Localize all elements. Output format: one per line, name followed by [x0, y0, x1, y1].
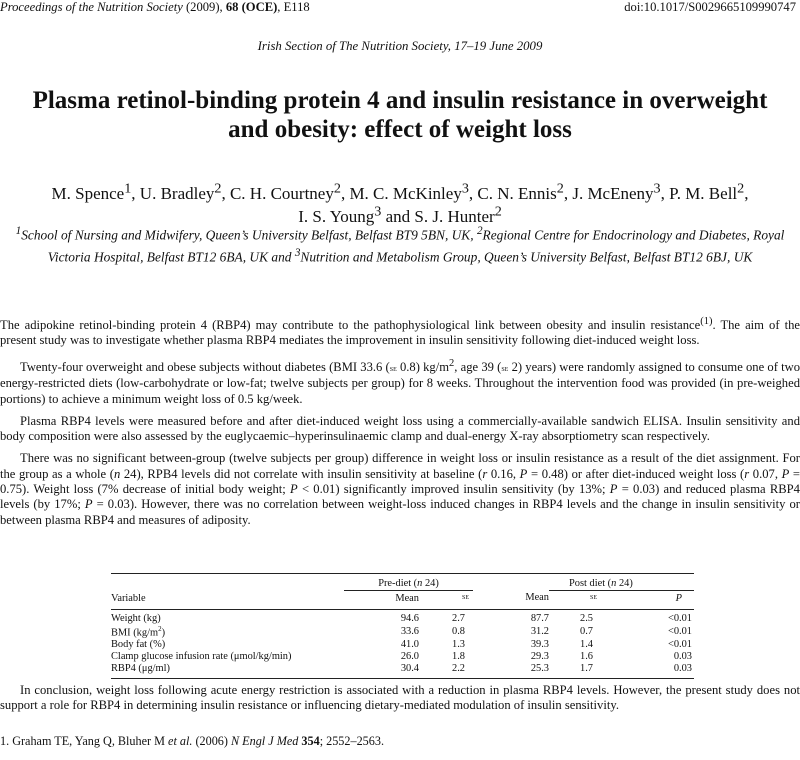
table-row: RBP4 (μg/ml) 30.4 2.2 25.3 1.7 0.03 [111, 663, 694, 679]
author: U. Bradley$^2$, [139, 180, 230, 203]
author: M. Spence$^1$, [51, 180, 140, 203]
col-pre-mean: Mean [395, 592, 419, 604]
paragraph-1: The adipokine retinol-binding protein 4 (RBP4) may contribute to the pathophysiological link between obesity and insulin resistance$^{(1)}$. The aim of the present study was to investigate whether plasma RBP4 mediates the improvement in insulin sensitivity following diet-induced weight loss. [0, 316, 800, 348]
doi: doi:10.1017/S0029665109990747 [624, 0, 796, 14]
author-list [0, 179, 800, 226]
journal-page: , E118 [277, 0, 310, 14]
author: S. J. Hunter$^2$ [414, 203, 502, 227]
pre-diet-header: Pre-diet (n 24) [344, 574, 473, 591]
conclusion [0, 683, 800, 714]
journal-citation [0, 0, 310, 15]
table-row: Clamp glucose infusion rate (μmol/kg/min) 26.0 1.8 29.3 1.6 0.03 [111, 650, 692, 662]
citation-1: (1) [700, 316, 713, 327]
affiliation-1: School of Nursing and Midwifery, Queen’s University Belfast, Belfast BT9 5BN, UK, [21, 227, 477, 243]
conclusion-paragraph: In conclusion, weight loss following acute energy restriction is associated with a reduction in plasma RBP4 levels. However, the present study does not support a role for RBP4 in determining insulin resistance or influencing dietary-mediated modulation of insulin sensitivity. [0, 683, 800, 713]
journal-volume: 68 [225, 0, 239, 14]
meeting-line: Irish Section of The Nutrition Society, 17–19 June 2009 [257, 39, 543, 53]
author: C. N. Ennis$^2$, [477, 180, 573, 203]
table-row: Body fat (%) 41.0 1.3 39.3 1.4 <0.01 [111, 639, 692, 651]
affiliations: $^1$School of Nursing and Midwifery, Queen’s University Belfast, Belfast BT9 5BN, UK, $^2$Regional Centre for Endocrinology and Diabetes, Royal Victoria Hospital, Belfast BT12 6BA, UK and $^3$Nutrition and Metabolism Group, Queen’s University Belfast, Belfast BT12 6BJ, UK [15, 225, 785, 265]
author: C. H. Courtney$^2$, [229, 180, 350, 203]
paragraph-3: Plasma RBP4 levels were measured before and after diet-induced weight loss using a commercially-available sandwich ELISA. Insulin sensitivity and body composition were also assessed by the euglycaemic–hyperinsulinaemic clamp and dual-energy X-ray absorptiometry scan respectively. [0, 413, 800, 444]
results-table [111, 573, 694, 679]
post-diet-header: Post diet (n 24) [549, 574, 694, 591]
author: M. C. McKinley$^3$, [349, 180, 478, 203]
journal-name: Proceedings of the Nutrition Society [0, 0, 183, 14]
article-title [0, 86, 800, 144]
results-table-grid [111, 573, 694, 679]
author: P. M. Bell$^2$, [669, 180, 749, 203]
running-header [0, 0, 800, 16]
paragraph-4: There was no significant between-group (twelve subjects per group) difference in weight loss or insulin resistance as a result of the diet assignment. For the group as a whole (n 24), RPB4 levels did not correlate with insulin sensitivity at baseline (r 0.16, P = 0.48) or after diet-induced weight loss (r 0.07, P = 0.75). Weight loss (7% decrease of initial body weight; P < 0.01) significantly improved insulin sensitivity (by 13%; P = 0.03) and reduced plasma RBP4 levels (by 17%; P = 0.03). However, there was no correlation between weight-loss induced changes in RBP4 levels and the change in insulin sensitivity or between plasma RBP4 and measures of adiposity. [0, 451, 800, 527]
abstract-body [0, 314, 800, 535]
table-group-header [111, 574, 694, 591]
table-column-header [111, 590, 694, 609]
affiliation-3: Nutrition and Metabolism Group, Queen’s University Belfast, Belfast BT12 6BJ, UK [300, 249, 753, 265]
col-variable: Variable [111, 593, 146, 605]
reference-1: 1. Graham TE, Yang Q, Bluher M et al. (2006) N Engl J Med 354; 2552–2563. [0, 734, 385, 748]
col-post-se: se [589, 590, 597, 601]
table-row: Weight (kg) 94.6 2.7 87.7 2.5 <0.01 [111, 612, 692, 624]
title-line-1: Plasma retinol-binding protein 4 and insulin resistance in overweight [32, 87, 768, 114]
author: J. McEneny$^3$, [572, 180, 670, 203]
journal-issue: (OCE) [241, 0, 278, 14]
col-post-mean: Mean [525, 592, 549, 604]
affiliation-2: Regional Centre for Endocrinology and Diabetes, Royal Victoria Hospital, Belfast BT12 6BA, UK and [47, 227, 785, 265]
paragraph-2: Twenty-four overweight and obese subjects without diabetes (BMI 33.6 (se 0.8) $kg/m^2$, age 39 (se 2) years) were randomly assigned to consume one of two energy-restricted diets (low-carbohydrate or low-fat; twelve subjects per group) for 8 weeks. Throughout the intervention food was provided (in pre-weighed portions) to achieve a minimum weight loss of 0.5 kg/week. [0, 357, 800, 406]
col-p: P [675, 593, 682, 605]
title-line-2: and obesity: effect of weight loss [228, 116, 572, 143]
author: I. S. Young$^3$ and [298, 203, 415, 227]
journal-year: (2009), [185, 0, 223, 14]
table-row: BMI $(kg/m^2)$ 33.6 0.8 31.2 0.7 <0.01 [111, 625, 692, 639]
col-pre-se: se [461, 590, 469, 601]
